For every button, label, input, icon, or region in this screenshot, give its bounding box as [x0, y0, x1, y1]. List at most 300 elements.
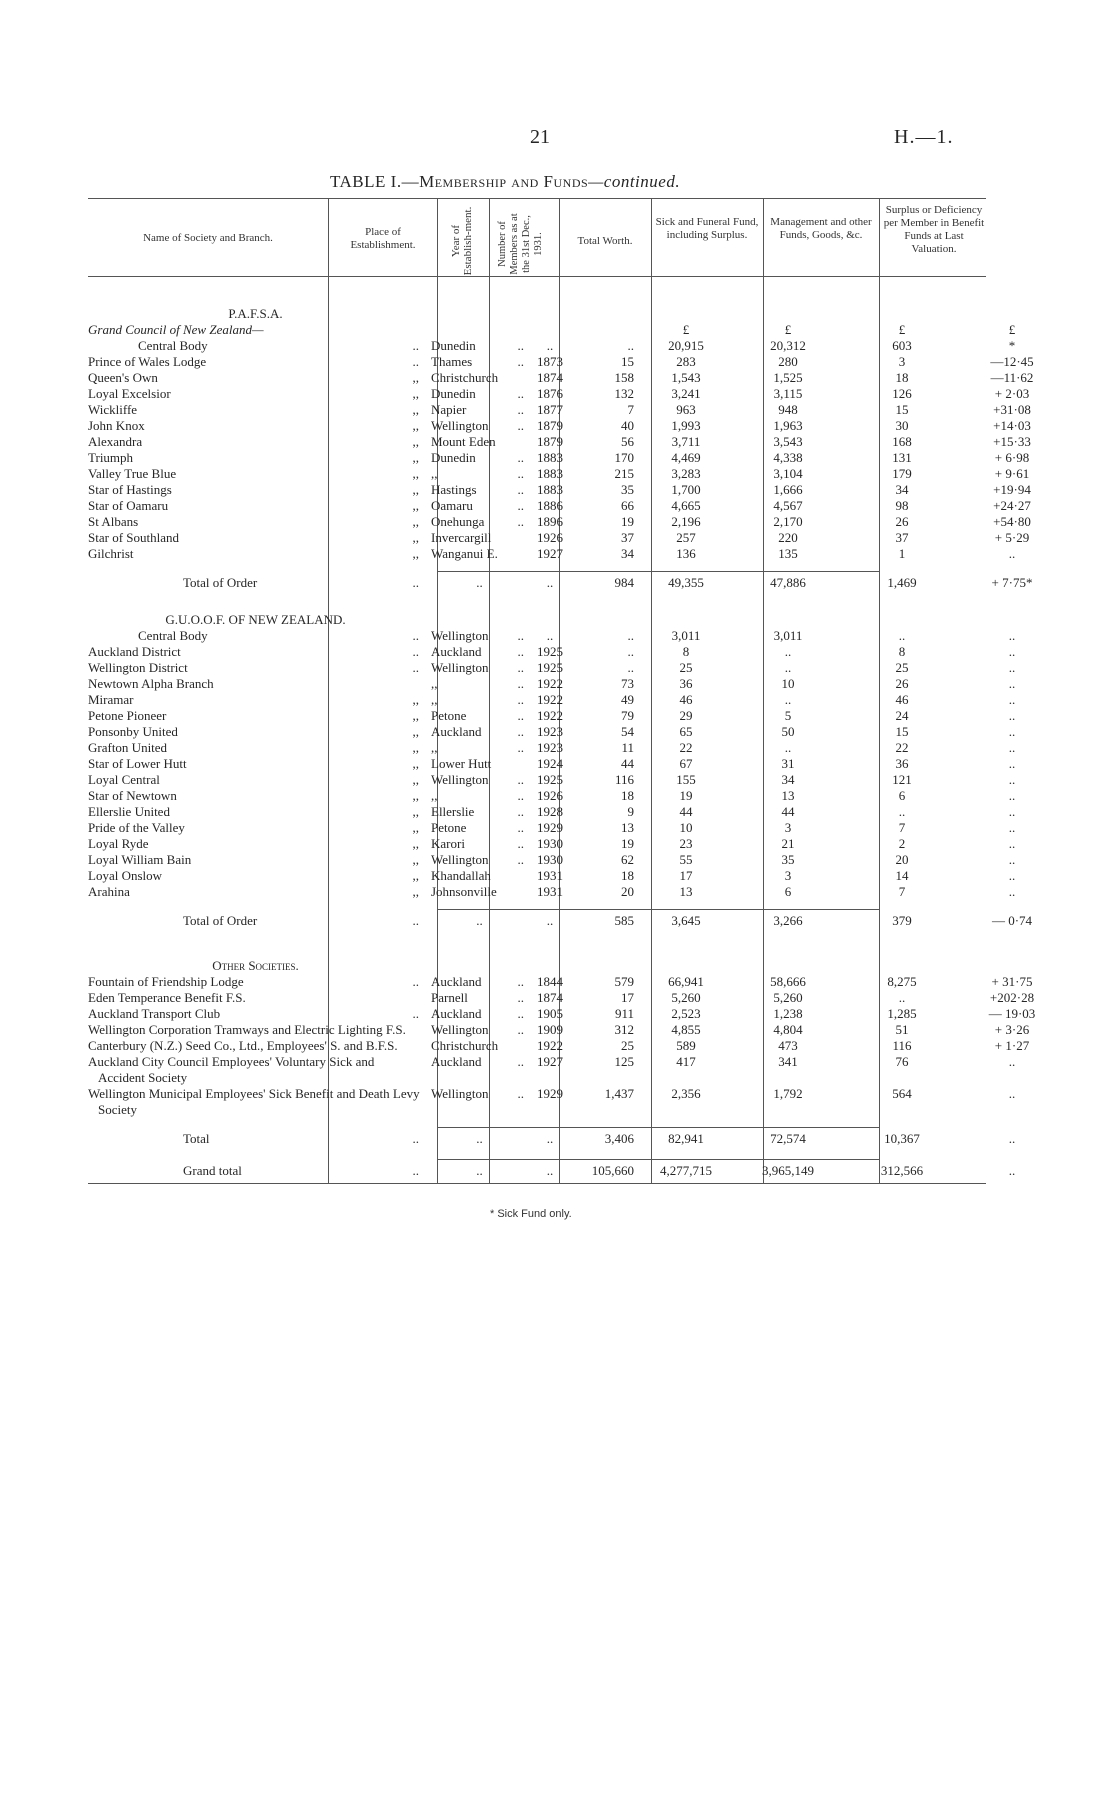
society-name-text: Arahina: [88, 884, 130, 899]
society-name: [88, 868, 425, 884]
place-text: ,,: [431, 740, 438, 755]
leader-dots: ..: [412, 1006, 419, 1021]
total-worth: 20,915: [668, 338, 704, 353]
table-row: [88, 836, 1064, 852]
place: [425, 644, 530, 660]
header-top-rule: [88, 198, 986, 199]
table-title: [330, 172, 680, 192]
total-worth: 1,993: [671, 418, 701, 433]
members-count: 37: [621, 530, 634, 545]
society-name-text: Pride of the Valley: [88, 820, 185, 835]
surplus-deficiency: ..: [1008, 692, 1016, 707]
members-count: 1,437: [604, 1086, 634, 1101]
place-dots: ..: [517, 450, 524, 465]
sick-funeral-fund: 58,666: [770, 974, 806, 989]
sick-funeral-fund: 10: [781, 676, 795, 691]
table-row: [88, 974, 1064, 990]
section-heading: P.A.F.S.A.: [228, 306, 283, 321]
leader-dots: ,,: [412, 434, 419, 449]
surplus-deficiency: ..: [1008, 1054, 1016, 1069]
total-worth: 4,469: [671, 450, 701, 465]
total-members: 585: [614, 913, 634, 928]
leader-dots: ,,: [412, 804, 419, 819]
society-name: [88, 1006, 425, 1022]
surplus-deficiency: ..: [1008, 660, 1016, 675]
total-label: [88, 568, 425, 598]
management-funds: 116: [892, 1038, 912, 1053]
members-count: ..: [627, 338, 634, 353]
year-established: 1925: [537, 772, 563, 787]
table-row: [88, 386, 1064, 402]
total-worth-sum: 82,941: [668, 1131, 704, 1146]
members-count: 158: [614, 370, 634, 385]
members-count: 15: [621, 354, 634, 369]
surplus-deficiency: ..: [1008, 772, 1016, 787]
society-name-text: John Knox: [88, 418, 145, 433]
table-row: [88, 692, 1064, 708]
total-worth: 36: [679, 676, 693, 691]
total-surplus: — 0·74: [991, 913, 1033, 928]
management-funds: 564: [892, 1086, 912, 1101]
society-name: [88, 676, 425, 692]
members-count: 73: [621, 676, 634, 691]
place: [425, 852, 530, 868]
place: [425, 530, 530, 546]
total-worth: 3,711: [671, 434, 701, 449]
surplus-deficiency: + 2·03: [994, 386, 1030, 401]
sick-funeral-fund: 948: [778, 402, 798, 417]
leader-dots: ,,: [412, 884, 419, 899]
place-dots: ..: [517, 1022, 524, 1037]
year-established: ..: [546, 338, 554, 353]
table-row: [88, 354, 1064, 370]
society-name: [88, 660, 425, 676]
table-row: [88, 708, 1064, 724]
empty-cell: [960, 306, 1064, 322]
management-funds: 179: [892, 466, 912, 481]
year-established: 1883: [537, 450, 563, 465]
total-sick-fund: 47,886: [770, 575, 806, 590]
society-name-text: Loyal Ryde: [88, 836, 149, 851]
place: [425, 386, 530, 402]
society-name-text: Auckland District: [88, 644, 181, 659]
table-row: [88, 628, 1064, 644]
society-name: [88, 820, 425, 836]
society-name: [88, 386, 425, 402]
place-dots: ..: [517, 804, 524, 819]
society-name-text: St Albans: [88, 514, 139, 529]
table-row: [88, 530, 1064, 546]
place: [425, 1086, 530, 1118]
place: [425, 434, 530, 450]
place-dots: ..: [517, 482, 524, 497]
members-count: 44: [621, 756, 634, 771]
sick-funeral-fund: 3: [784, 820, 792, 835]
members-count: 11: [621, 740, 634, 755]
table-row: [88, 804, 1064, 820]
total-surplus: ..: [1008, 1163, 1016, 1178]
total-worth: 155: [676, 772, 696, 787]
society-name-text: Star of Hastings: [88, 482, 172, 497]
place-text: Johnsonville: [431, 884, 497, 899]
surplus-deficiency: + 31·75: [991, 974, 1033, 989]
society-name-text: Ponsonby United: [88, 724, 178, 739]
management-funds: 25: [895, 660, 909, 675]
management-funds: 8: [898, 644, 906, 659]
place-dots: ..: [517, 708, 524, 723]
surplus-deficiency: ..: [1008, 740, 1016, 755]
sick-funeral-fund: 5,260: [773, 990, 803, 1005]
place: [425, 498, 530, 514]
empty-cell: [570, 306, 640, 322]
leader-dots: ,,: [412, 708, 419, 723]
place-text: Auckland: [431, 1054, 482, 1069]
year-established: 1923: [537, 740, 563, 755]
members-count: 215: [614, 466, 634, 481]
members-count: 19: [621, 836, 634, 851]
leader-dots: ,,: [412, 450, 419, 465]
year-established: 1923: [537, 724, 563, 739]
society-name-text: Canterbury (N.Z.) Seed Co., Ltd., Employees' S. and B.F.S.: [88, 1038, 398, 1053]
sick-funeral-fund: 473: [778, 1038, 798, 1053]
subheading-row: [88, 322, 1064, 338]
society-name: [88, 740, 425, 756]
total-worth: 257: [676, 530, 696, 545]
place: [425, 1022, 530, 1038]
place: [425, 692, 530, 708]
surplus-deficiency: ..: [1008, 836, 1016, 851]
total-year: ..: [546, 1163, 554, 1178]
place: [425, 660, 530, 676]
empty-cell: [732, 612, 844, 628]
leader-dots: ,,: [412, 756, 419, 771]
society-name-text: Loyal Onslow: [88, 868, 163, 883]
total-label-text: Total of Order: [183, 575, 258, 590]
leader-dots: ..: [412, 354, 419, 369]
place-text: Khandallah: [431, 868, 491, 883]
leader-dots: ,,: [412, 418, 419, 433]
management-funds: 3: [898, 354, 906, 369]
total-members: 984: [614, 575, 634, 590]
table-row: [88, 772, 1064, 788]
spacer-cell: [88, 936, 1064, 958]
society-name-text: Alexandra: [88, 434, 143, 449]
society-name: [88, 884, 425, 900]
total-worth: 4,665: [671, 498, 701, 513]
empty-cell: [640, 306, 732, 322]
society-name-text: Wellington District: [88, 660, 188, 675]
place-dots: ..: [517, 466, 524, 481]
sick-funeral-fund: 6: [784, 884, 792, 899]
total-worth: 23: [679, 836, 693, 851]
currency-symbol: £: [1008, 322, 1016, 337]
place: [425, 546, 530, 562]
total-top-rule: [437, 909, 879, 910]
place-text: Mount Eden: [431, 434, 496, 449]
members-count: 19: [621, 514, 634, 529]
surplus-deficiency: ..: [1008, 852, 1016, 867]
year-established: 1909: [537, 1022, 563, 1037]
society-name: [88, 546, 425, 562]
society-name: [88, 788, 425, 804]
sick-funeral-fund: 13: [781, 788, 795, 803]
total-dots: ..: [412, 1163, 419, 1178]
surplus-deficiency: ..: [1008, 884, 1016, 899]
surplus-deficiency: +15·33: [993, 434, 1031, 449]
year-established: 1874: [537, 370, 563, 385]
leader-dots: ,,: [412, 546, 419, 561]
place: [425, 466, 530, 482]
total-worth: 2,356: [671, 1086, 701, 1101]
total-worth: 17: [679, 868, 693, 883]
society-name-text: Miramar: [88, 692, 134, 707]
society-name: [88, 1054, 425, 1086]
year-established: 1896: [537, 514, 563, 529]
place-text: Wellington: [431, 1022, 489, 1037]
society-name-text: Loyal Central: [88, 772, 160, 787]
society-name-text: Prince of Wales Lodge: [88, 354, 207, 369]
table-row: [88, 852, 1064, 868]
sick-funeral-fund: 341: [778, 1054, 798, 1069]
total-worth: 29: [679, 708, 693, 723]
place: [425, 1006, 530, 1022]
table-row: [88, 418, 1064, 434]
place-text: Wellington: [431, 628, 489, 643]
total-row: [88, 906, 1064, 936]
society-name: [88, 338, 425, 354]
table-row: [88, 990, 1064, 1006]
header-total-worth: Total Worth.: [577, 235, 633, 247]
management-funds: 26: [895, 676, 909, 691]
management-funds: 7: [898, 820, 906, 835]
place: [425, 788, 530, 804]
place: [425, 756, 530, 772]
membership-table: [88, 306, 1064, 1186]
sick-funeral-fund: 280: [778, 354, 798, 369]
society-name: [88, 402, 425, 418]
total-worth: 963: [676, 402, 696, 417]
year-established: 1876: [537, 386, 563, 401]
place-text: Dunedin: [431, 338, 476, 353]
management-funds: 14: [895, 868, 909, 883]
management-funds: 121: [892, 772, 912, 787]
members-count: 9: [627, 804, 634, 819]
total-year: ..: [546, 575, 554, 590]
year-established: 1922: [537, 676, 563, 691]
society-name: [88, 466, 425, 482]
place-text: Auckland: [431, 724, 482, 739]
place-text: Christchurch: [431, 370, 499, 385]
total-worth: 67: [679, 756, 693, 771]
management-funds: 37: [895, 530, 909, 545]
total-worth: 10: [679, 820, 693, 835]
management-funds: 18: [895, 370, 909, 385]
year-established: 1886: [537, 498, 563, 513]
total-label: [88, 906, 425, 936]
society-name-text: Loyal William Bain: [88, 852, 192, 867]
total-management: 379: [892, 913, 912, 928]
society-name-text: Auckland Transport Club: [88, 1006, 221, 1021]
empty-cell: [425, 612, 530, 628]
place-text: Wellington: [431, 772, 489, 787]
place: [425, 1038, 530, 1054]
place: [425, 354, 530, 370]
place-dots: ..: [517, 498, 524, 513]
table-row: [88, 1006, 1064, 1022]
section-heading: G.U.O.O.F. OF NEW ZEALAND.: [165, 612, 346, 627]
place-dots: ..: [517, 676, 524, 691]
members-count: 18: [621, 788, 634, 803]
surplus-deficiency: + 6·98: [994, 450, 1030, 465]
place-dots: ..: [517, 990, 524, 1005]
total-worth: 46: [679, 692, 693, 707]
society-name-text: Star of Newtown: [88, 788, 177, 803]
place: [425, 370, 530, 386]
leader-dots: ,,: [412, 788, 419, 803]
place-text: ,,: [431, 692, 438, 707]
year-established: 1922: [537, 708, 563, 723]
leader-dots: ,,: [412, 386, 419, 401]
year-established: 1926: [537, 530, 563, 545]
total-sick-fund: 72,574: [770, 1131, 806, 1146]
total-place: ..: [476, 575, 483, 590]
total-row: [88, 568, 1064, 598]
management-funds: 15: [895, 402, 909, 417]
members-count: 79: [621, 708, 634, 723]
total-dots: ..: [412, 913, 419, 928]
empty-cell: [570, 958, 640, 974]
management-funds: 15: [895, 724, 909, 739]
leader-dots: ,,: [412, 836, 419, 851]
table-row: [88, 482, 1064, 498]
year-established: 1929: [537, 820, 563, 835]
table-row: [88, 820, 1064, 836]
surplus-deficiency: ..: [1008, 676, 1016, 691]
leader-dots: ..: [412, 338, 419, 353]
year-established: 1877: [537, 402, 563, 417]
management-funds: 24: [895, 708, 909, 723]
total-label: [88, 1124, 425, 1154]
place-text: Napier: [431, 402, 467, 417]
place: [425, 1054, 530, 1086]
management-funds: ..: [898, 628, 906, 643]
total-worth: 1,700: [671, 482, 701, 497]
members-count: 25: [621, 1038, 634, 1053]
sick-funeral-fund: 3: [784, 868, 792, 883]
members-count: 20: [621, 884, 634, 899]
total-worth: 2,523: [671, 1006, 701, 1021]
leader-dots: ,,: [412, 370, 419, 385]
leader-dots: ,,: [412, 868, 419, 883]
place: [425, 418, 530, 434]
total-worth: 19: [679, 788, 693, 803]
total-worth: 417: [676, 1054, 696, 1069]
society-name: [88, 1086, 425, 1118]
leader-dots: ..: [412, 660, 419, 675]
page-number: 21: [530, 126, 550, 148]
sick-funeral-fund: ..: [784, 660, 792, 675]
place: [425, 402, 530, 418]
members-count: 132: [614, 386, 634, 401]
place-dots: ..: [517, 354, 524, 369]
surplus-deficiency: +54·80: [993, 514, 1031, 529]
society-name-text: Ellerslie United: [88, 804, 170, 819]
place-text: Onehunga: [431, 514, 485, 529]
management-funds: 7: [898, 884, 906, 899]
place: [425, 820, 530, 836]
surplus-deficiency: ..: [1008, 644, 1016, 659]
management-funds: 98: [895, 498, 909, 513]
place-text: ,,: [431, 676, 438, 691]
place: [425, 804, 530, 820]
society-name-text: Central Body: [138, 628, 208, 643]
society-name: [88, 756, 425, 772]
management-funds: 20: [895, 852, 909, 867]
members-count: 56: [621, 434, 634, 449]
year-established: 1931: [537, 884, 563, 899]
empty-cell: [530, 306, 570, 322]
leader-dots: ..: [412, 628, 419, 643]
total-worth: 3,241: [671, 386, 701, 401]
currency-symbol: £: [682, 322, 690, 337]
society-name-text: Auckland City Council Employees' Voluntary Sick and Accident Society: [88, 1054, 375, 1085]
place-dots: ..: [517, 740, 524, 755]
total-worth: 22: [679, 740, 693, 755]
table-row: [88, 660, 1064, 676]
header-year: Year of Establish-ment.: [450, 206, 474, 276]
section-heading-row: [88, 306, 1064, 322]
place-text: Auckland: [431, 644, 482, 659]
management-funds: 131: [892, 450, 912, 465]
place-text: Karori: [431, 836, 465, 851]
place-dots: ..: [517, 628, 524, 643]
sick-funeral-fund: 50: [781, 724, 795, 739]
place-text: Petone: [431, 708, 467, 723]
management-funds: 51: [895, 1022, 909, 1037]
table-row: [88, 370, 1064, 386]
society-name: [88, 628, 425, 644]
table-row: [88, 402, 1064, 418]
society-name: [88, 990, 425, 1006]
sick-funeral-fund: ..: [784, 692, 792, 707]
year-established: 1844: [537, 974, 563, 989]
society-name-text: Petone Pioneer: [88, 708, 167, 723]
leader-dots: ,,: [412, 402, 419, 417]
total-label-text: Total: [183, 1131, 210, 1146]
place-text: Wellington: [431, 852, 489, 867]
society-name-text: Eden Temperance Benefit F.S.: [88, 990, 246, 1005]
total-worth: 25: [679, 660, 693, 675]
total-worth: 2,196: [671, 514, 701, 529]
year-established: 1927: [537, 1054, 563, 1069]
total-sick-fund: 3,965,149: [762, 1163, 814, 1178]
total-top-rule: [437, 571, 879, 572]
sick-funeral-fund: 1,666: [773, 482, 803, 497]
members-count: 49: [621, 692, 634, 707]
total-worth: 136: [676, 546, 696, 561]
society-name: [88, 434, 425, 450]
leader-dots: ..: [412, 644, 419, 659]
society-name: [88, 354, 425, 370]
place: [425, 740, 530, 756]
surplus-deficiency: ..: [1008, 868, 1016, 883]
empty-cell: [570, 612, 640, 628]
total-surplus: + 7·75*: [991, 575, 1033, 590]
year-established: 1883: [537, 466, 563, 481]
place-dots: ..: [517, 338, 524, 353]
management-funds: 2: [898, 836, 906, 851]
total-place: ..: [476, 1163, 483, 1178]
